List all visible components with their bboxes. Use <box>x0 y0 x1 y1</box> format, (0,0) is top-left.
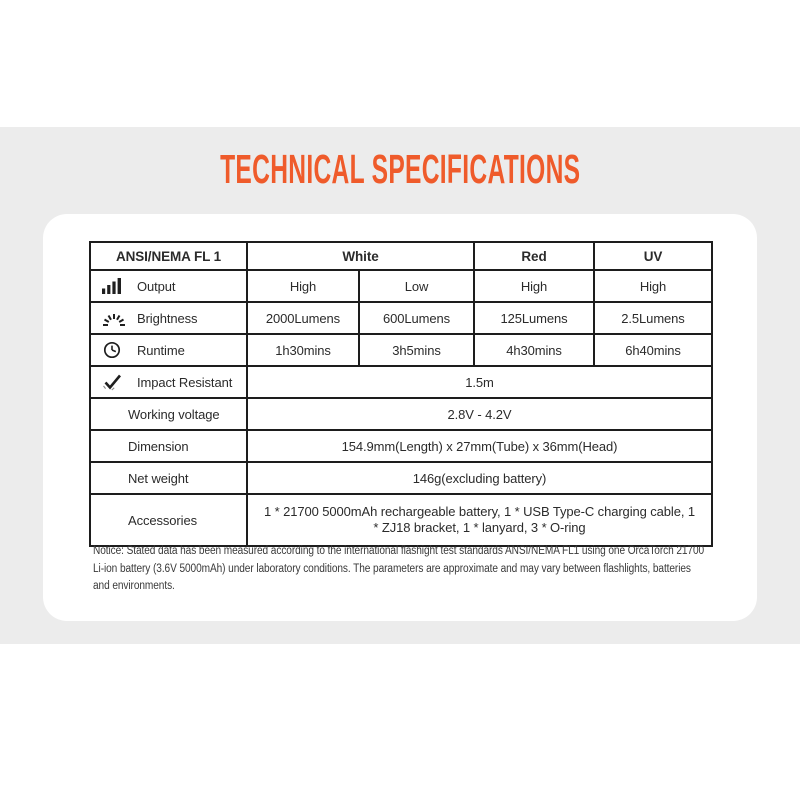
spec-value-cell: Low <box>359 270 474 302</box>
spec-value-cell: 1h30mins <box>247 334 359 366</box>
notice-line: Li-ion battery (3.6V 5000mAh) under laboratory conditions. The parameters are approximate and may vary between flashlights, batteries <box>93 562 691 575</box>
spec-value-cell: 6h40mins <box>594 334 712 366</box>
row-label-text: Working voltage <box>128 406 220 422</box>
spec-value-cell: 2.5Lumens <box>594 302 712 334</box>
header-uv: UV <box>594 242 712 270</box>
impact-check-icon <box>102 373 137 391</box>
spec-value-cell: 2000Lumens <box>247 302 359 334</box>
table-row-dimension <box>90 430 712 462</box>
table-row-output <box>90 270 712 302</box>
notice-line: Notice: Stated data has been measured according to the international flashight test standards ANSI/NEMA FL1 using one OrcaTorch 21700 <box>93 545 705 557</box>
spec-value-cell: 154.9mm(Length) x 27mm(Tube) x 36mm(Head) <box>247 430 712 462</box>
header-red: Red <box>474 242 594 270</box>
spec-value-cell: 3h5mins <box>359 334 474 366</box>
table-row-runtime <box>90 334 712 366</box>
spec-value-cell: High <box>247 270 359 302</box>
row-label-impact <box>90 366 247 398</box>
clock-icon <box>102 341 137 359</box>
brightness-rays-icon <box>102 311 137 326</box>
spec-value-cell: 125Lumens <box>474 302 594 334</box>
row-label-output <box>90 270 247 302</box>
spec-value-cell: 146g(excluding battery) <box>247 462 712 494</box>
header-ansi-nema: ANSI/NEMA FL 1 <box>90 242 247 270</box>
row-label-text: Runtime <box>137 342 185 358</box>
row-label-runtime <box>90 334 247 366</box>
notice <box>93 543 704 596</box>
row-label-net-weight <box>90 462 247 494</box>
spec-value-cell: High <box>594 270 712 302</box>
row-label-text: Net weight <box>128 470 189 486</box>
spec-card <box>43 214 757 621</box>
row-label-dimension <box>90 430 247 462</box>
spec-value-cell: 1 * 21700 5000mAh rechargeable battery, 1 * USB Type-C charging cable, 1 * ZJ18 bracket, 1 * lanyard, 3 * O-ring <box>247 494 712 546</box>
page-title-text: TECHNICAL SPECIFICATIONS <box>219 146 581 192</box>
row-label-text: Output <box>137 278 176 294</box>
spec-value-cell: 4h30mins <box>474 334 594 366</box>
spec-value-cell: 600Lumens <box>359 302 474 334</box>
spec-value-cell: High <box>474 270 594 302</box>
table-row-brightness <box>90 302 712 334</box>
row-label-brightness <box>90 302 247 334</box>
row-label-text: Accessories <box>128 512 197 528</box>
table-row-net-weight <box>90 462 712 494</box>
spec-value-cell: 2.8V - 4.2V <box>247 398 712 430</box>
spec-value-cell: 1.5m <box>247 366 712 398</box>
row-label-working-voltage <box>90 398 247 430</box>
spec-table <box>89 241 713 547</box>
table-row-working-voltage <box>90 398 712 430</box>
table-row-impact-resistant <box>90 366 712 398</box>
output-bars-icon <box>102 278 137 294</box>
header-white: White <box>247 242 474 270</box>
table-header-row <box>90 242 712 270</box>
notice-line: and environments. <box>93 580 175 592</box>
row-label-text: Dimension <box>128 438 189 454</box>
table-row-accessories <box>90 494 712 546</box>
page-title <box>0 146 800 193</box>
row-label-text: Impact Resistant <box>137 374 233 390</box>
row-label-accessories <box>90 494 247 546</box>
row-label-text: Brightness <box>137 310 198 326</box>
